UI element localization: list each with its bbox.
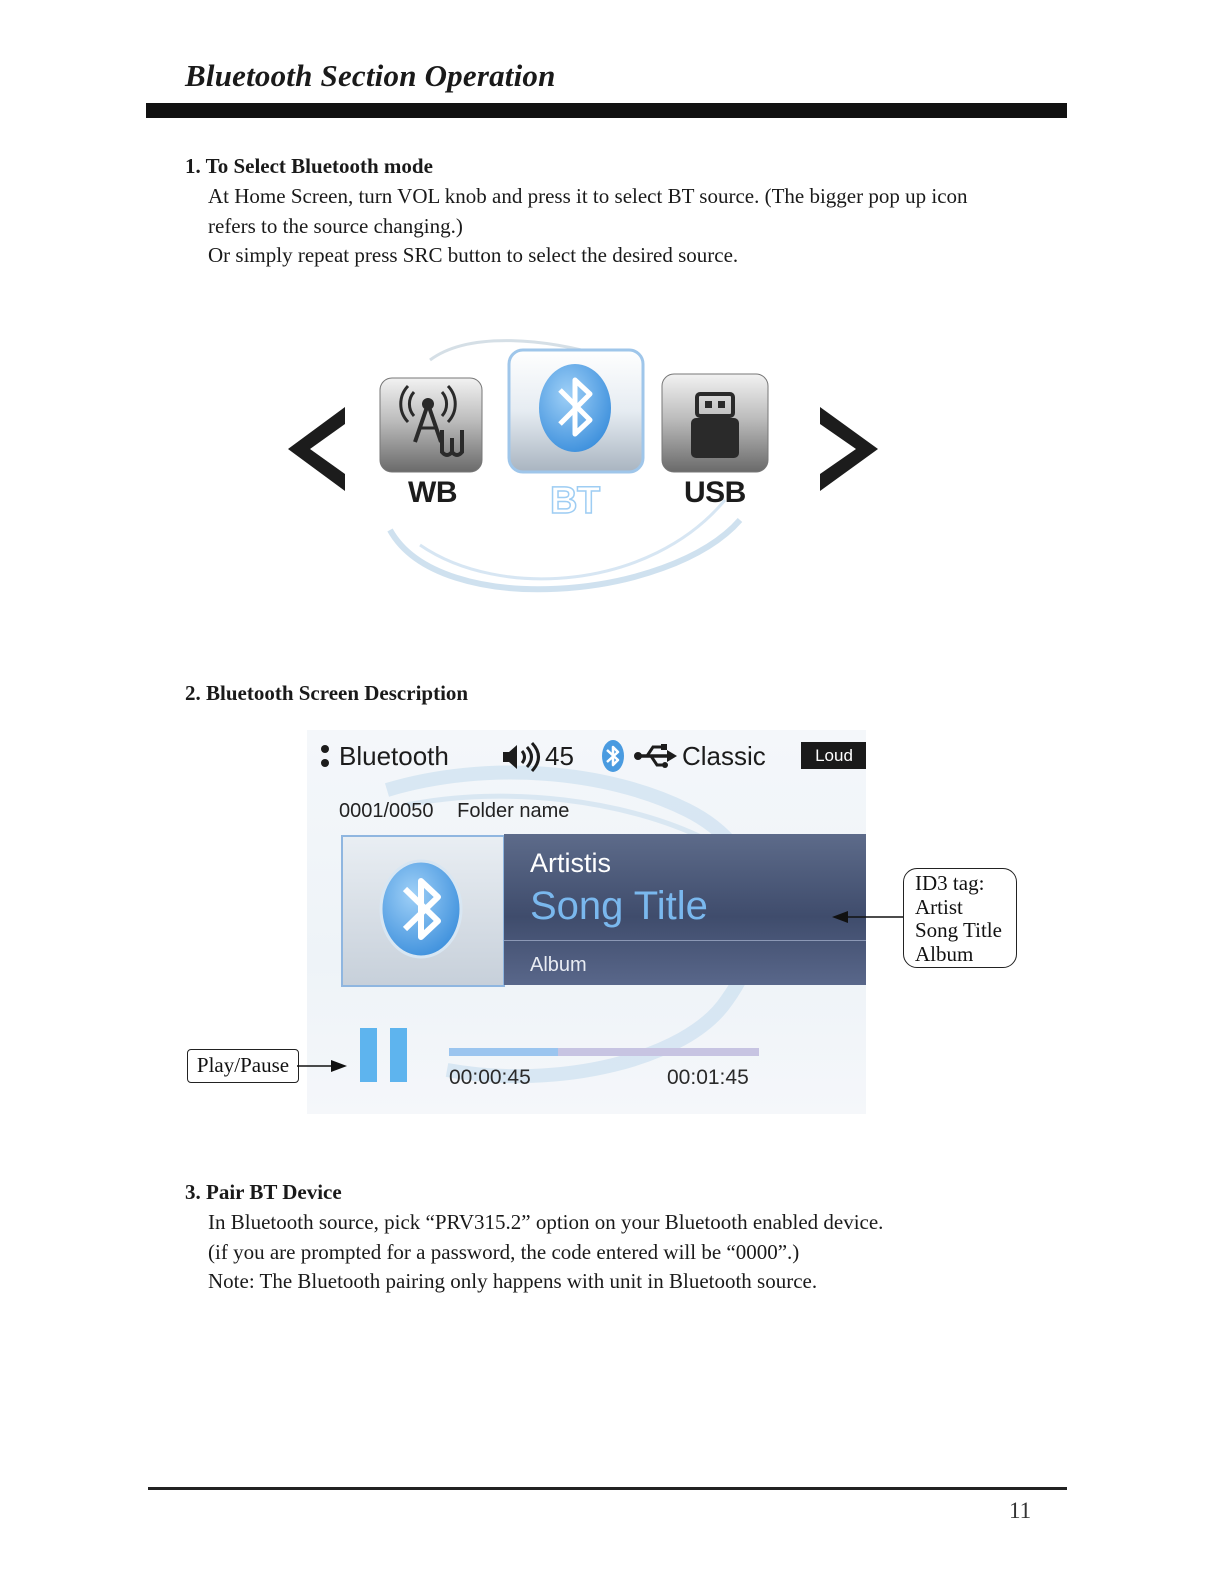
bluetooth-status-icon: [601, 739, 625, 773]
source-selector-graphic: [270, 300, 890, 620]
callout-line: ID3 tag:: [915, 871, 985, 895]
callout-arrow-id3: [832, 906, 906, 928]
play-pause-callout: Play/Pause: [187, 1049, 299, 1083]
source-selector-illustration: [270, 300, 890, 620]
album-artwork: [341, 835, 505, 987]
chevron-right-icon: [820, 407, 878, 491]
bluetooth-icon: [509, 350, 643, 472]
source-label-bt: BT: [550, 480, 600, 522]
callout-arrow-play-pause: [297, 1056, 347, 1076]
volume-level: 45: [545, 741, 574, 771]
text-line: In Bluetooth source, pick “PRV315.2” option on your Bluetooth enabled device.: [208, 1210, 884, 1234]
title-divider: [146, 103, 1067, 118]
source-label: Bluetooth: [339, 741, 449, 771]
progress-bar[interactable]: [449, 1048, 759, 1056]
page-number: 11: [1009, 1498, 1032, 1523]
pause-icon[interactable]: [360, 1028, 410, 1082]
progress-fill: [449, 1048, 558, 1056]
section-heading-select-mode: 1. To Select Bluetooth mode: [185, 154, 433, 178]
status-bar: [319, 738, 864, 774]
total-time: 00:01:45: [667, 1066, 749, 1089]
callout-line: Artist: [915, 894, 963, 919]
text-line: (if you are prompted for a password, the code entered will be “0000”.): [208, 1239, 800, 1264]
folder-name: Folder name: [457, 800, 570, 822]
text-line: Or simply repeat press SRC button to select the desired source.: [208, 243, 739, 267]
weather-band-tower-icon: [380, 378, 482, 472]
id3-divider: [504, 940, 866, 941]
chevron-left-icon: [288, 407, 345, 491]
loud-badge: Loud: [801, 742, 866, 769]
page-title: Bluetooth Section Operation: [185, 58, 556, 93]
usb-drive-icon: [662, 374, 768, 472]
track-counter: 0001/0050: [339, 800, 434, 822]
elapsed-time: 00:00:45: [449, 1066, 531, 1089]
text-line: At Home Screen, turn VOL knob and press it to select BT source. (The bigger pop up icon: [208, 184, 968, 208]
section-select-mode-text: [208, 182, 968, 271]
bluetooth-artwork-icon: [343, 837, 503, 985]
text-line: refers to the source changing.): [208, 213, 463, 238]
album-name: Album: [530, 954, 587, 976]
callout-line: Song Title: [915, 918, 1002, 942]
artist-name: Artistis: [530, 848, 611, 878]
source-label-usb: USB: [684, 476, 746, 509]
footer-divider: [148, 1487, 1067, 1490]
section-heading-screen-description: 2. Bluetooth Screen Description: [185, 681, 469, 705]
speaker-volume-icon: [501, 741, 541, 773]
text-line: Note: The Bluetooth pairing only happens with unit in Bluetooth source.: [208, 1269, 818, 1293]
section-heading-pair-device: 3. Pair BT Device: [185, 1180, 342, 1204]
source-label-wb: WB: [408, 476, 457, 509]
song-title: Song Title: [530, 884, 708, 928]
id3-panel: [504, 834, 866, 985]
menu-dots-icon: [319, 743, 333, 771]
track-info: [339, 800, 569, 823]
usb-status-icon: [633, 743, 677, 769]
id3-tag-callout: [903, 868, 1017, 968]
callout-line: Album: [915, 941, 974, 966]
section-pair-device-text: [208, 1208, 883, 1297]
eq-preset: Classic: [682, 741, 766, 771]
bluetooth-screen: [307, 730, 866, 1114]
